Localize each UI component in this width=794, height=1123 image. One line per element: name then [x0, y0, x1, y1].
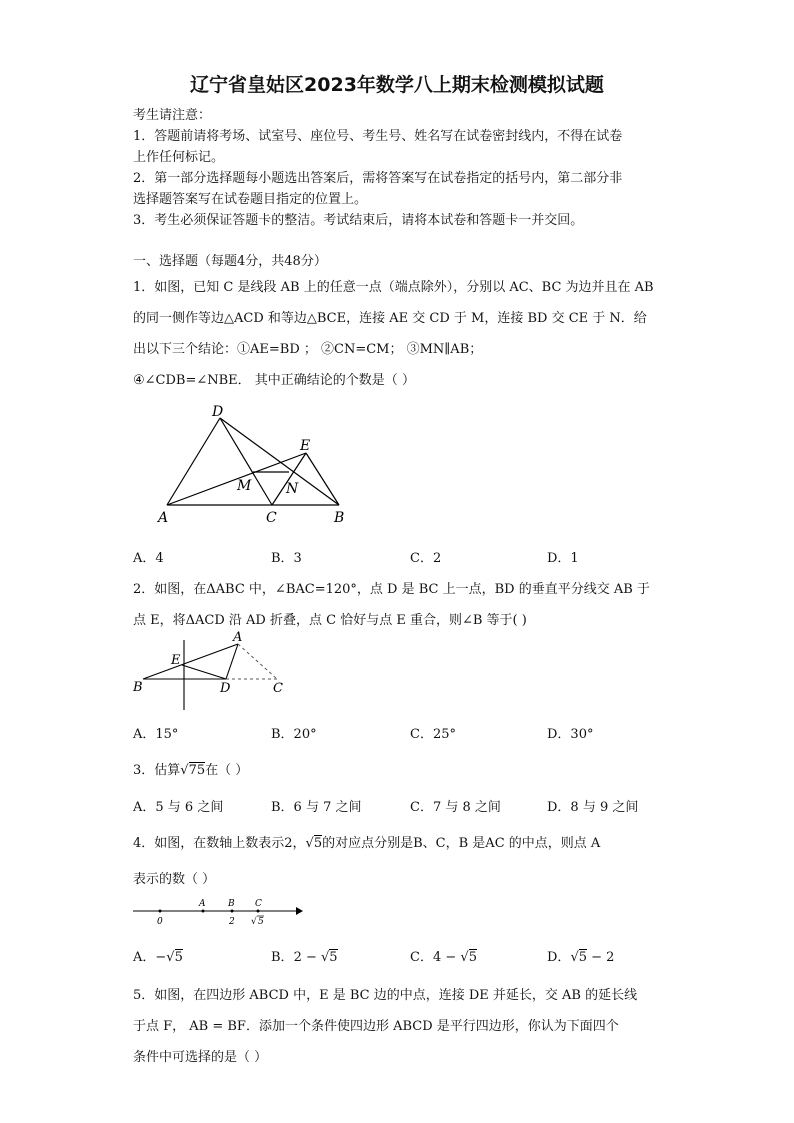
q1-options — [133, 547, 693, 565]
q1-line: 1．如图，已知 C 是线段 AB 上的任意一点（端点除外），分别以 AC、BC 为边并且在 AB — [133, 280, 654, 295]
q1-line: 的同一侧作等边△ACD 和等边△BCE，连接 AE 交 CD 于 M，连接 BD 交 CE 于 N．给 — [133, 311, 647, 326]
label-a: A — [233, 630, 243, 645]
option-radicand: 5 — [468, 950, 477, 965]
q4-option-b[interactable] — [271, 946, 338, 965]
option-pre: 4 − — [432, 950, 461, 965]
tick-0 — [159, 910, 162, 913]
option-radicand: 5 — [174, 950, 183, 965]
q4-line — [133, 832, 600, 851]
segment-ac — [238, 644, 277, 679]
sqrt-sign: √ — [305, 836, 314, 851]
page-title: 辽宁省皇姑区2023年数学八上期末检测模拟试题 — [190, 74, 604, 96]
q2-line: 点 E，将ΔACD 沿 AD 折叠，点 C 恰好与点 E 重合，则∠B 等于( ) — [133, 613, 527, 628]
sqrt-sign: √ — [166, 950, 175, 965]
notice-line: 上作任何标记。 — [133, 150, 225, 165]
label-b: B — [334, 510, 345, 526]
segment-ba — [143, 644, 238, 679]
q3-line — [133, 759, 248, 778]
option-pre: 2 − — [293, 950, 321, 965]
label-n: N — [286, 481, 299, 497]
q3-suffix: 在（ ） — [205, 763, 249, 778]
label-e: E — [300, 438, 311, 454]
q3-option-b[interactable]: B．6 与 7 之间 — [271, 800, 362, 815]
q2-options — [133, 723, 693, 741]
q4-radicand: 5 — [313, 836, 323, 851]
q1-option-c[interactable]: C．2 — [410, 551, 442, 566]
segment-ce — [272, 453, 306, 505]
q3-option-c[interactable]: C．7 与 8 之间 — [410, 800, 501, 815]
q1-line: 出以下三个结论：①AE=BD ； ②CN=CM； ③MN∥AB； — [133, 342, 483, 357]
segment-ad — [167, 418, 220, 505]
sqrt-sign: √ — [180, 763, 189, 778]
q4-option-a[interactable] — [133, 946, 183, 965]
q4-text-a: 4．如图，在数轴上数表示2， — [133, 836, 306, 851]
q2-option-d[interactable]: D．30° — [547, 727, 594, 742]
point-c — [257, 910, 260, 913]
label-b: B — [133, 680, 143, 695]
point-a — [202, 910, 205, 913]
option-label: B． — [271, 950, 294, 965]
q1-line: ④∠CDB=∠NBE． 其中正确结论的个数是（ ） — [133, 373, 415, 388]
axis-arrow-icon — [296, 907, 303, 915]
segment-ad — [226, 644, 238, 679]
q2-option-a[interactable]: A．15° — [133, 727, 179, 742]
segment-ed — [182, 665, 226, 679]
notice-line: 3．考生必须保证答题卡的整洁。考试结束后，请将本试卷和答题卡一并交回。 — [133, 213, 584, 228]
label-d: D — [220, 681, 231, 696]
q3-prefix: 3．估算 — [133, 763, 181, 778]
label-radicand: 5 — [258, 917, 264, 927]
section-heading: 一、选择题（每题4分，共48分） — [133, 254, 327, 269]
q4-text-b: 的对应点分别是B、C，B 是AC 的中点，则点 A — [322, 836, 601, 851]
notice-line: 选择题答案写在试卷题目指定的位置上。 — [133, 192, 368, 207]
label-0: 0 — [157, 917, 163, 927]
point-b — [231, 910, 234, 913]
label-b: B — [228, 899, 235, 909]
label-a: A — [158, 510, 169, 526]
q1-option-a[interactable]: A．4 — [133, 551, 164, 566]
option-radicand: 5 — [578, 950, 588, 965]
label-d: D — [212, 404, 224, 420]
segment-eb — [306, 453, 339, 505]
q3-option-d[interactable]: D．8 与 9 之间 — [547, 800, 639, 815]
q4-option-c[interactable] — [410, 946, 477, 965]
q2-figure — [128, 628, 293, 713]
q5-line: 于点 F， AB = BF．添加一个条件使四边形 ABCD 是平行四边形，你认为下面四个 — [133, 1019, 619, 1034]
q1-option-d[interactable]: D．1 — [547, 551, 579, 566]
q2-option-c[interactable]: C．25° — [410, 727, 456, 742]
q3-radicand: 75 — [188, 763, 206, 778]
notice-heading: 考生请注意： — [133, 108, 212, 123]
option-pre: − — [155, 950, 167, 965]
q3-options — [133, 796, 693, 814]
q4-options — [133, 946, 693, 964]
label-c: C — [273, 681, 283, 696]
option-label: A． — [133, 950, 156, 965]
sqrt-sign: √ — [321, 950, 330, 965]
notice-line: 1．答题前请将考场、试室号、座位号、考生号、姓名写在试卷密封线内，不得在试卷 — [133, 129, 623, 144]
q4-option-d[interactable] — [547, 946, 614, 965]
notice-line: 2．第一部分选择题每小题选出答案后，需将答案写在试卷指定的括号内，第二部分非 — [133, 171, 623, 186]
q5-line: 5．如图，在四边形 ABCD 中，E 是 BC 边的中点，连接 DE 并延长，交 AB 的延长线 — [133, 988, 638, 1003]
label-c: C — [255, 899, 262, 909]
q2-option-b[interactable]: B．20° — [271, 727, 317, 742]
option-radicand: 5 — [329, 950, 338, 965]
label-c: C — [266, 510, 277, 526]
label-a: A — [199, 899, 206, 909]
q2-line: 2．如图，在ΔABC 中，∠BAC=120°，点 D 是 BC 上一点，BD 的垂直平分线交 AB 于 — [133, 582, 650, 597]
q4-number-line — [128, 893, 308, 929]
label-2: 2 — [229, 917, 235, 927]
q3-option-a[interactable]: A．5 与 6 之间 — [133, 800, 224, 815]
sqrt-sign: √ — [460, 950, 469, 965]
label-sqrt5: √ — [251, 917, 257, 927]
q1-figure — [150, 398, 360, 528]
sqrt-sign: √ — [570, 950, 579, 965]
q4-line: 表示的数（ ） — [133, 872, 216, 887]
q1-option-b[interactable]: B．3 — [271, 551, 302, 566]
label-e: E — [171, 653, 181, 668]
option-label: C． — [410, 950, 433, 965]
option-label: D． — [547, 950, 571, 965]
q5-line: 条件中可选择的是（ ） — [133, 1050, 268, 1065]
label-m: M — [237, 478, 252, 494]
option-post: − 2 — [587, 950, 615, 965]
